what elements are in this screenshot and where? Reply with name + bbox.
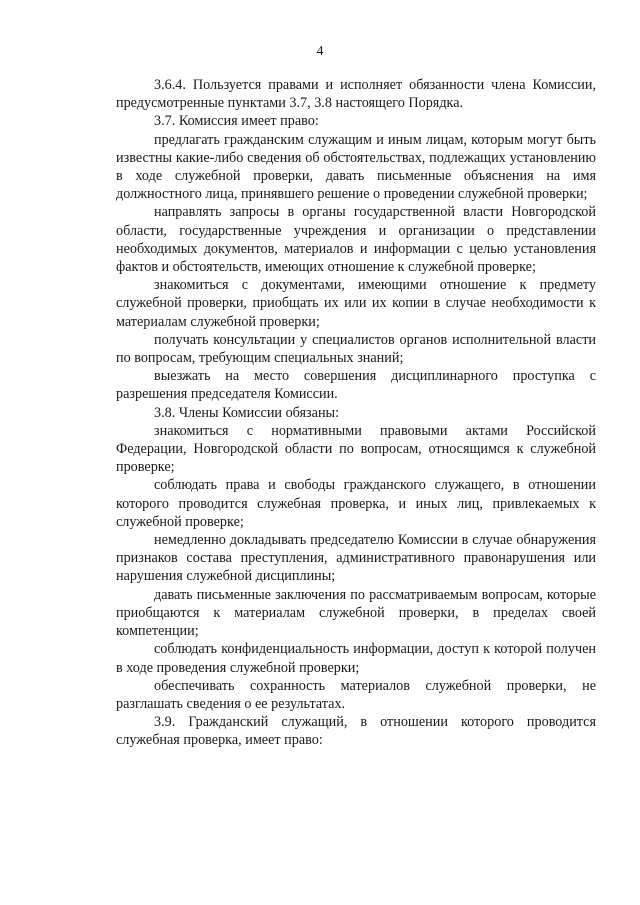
paragraph-right-offer-explanations: предлагать гражданским служащим и иным лицам, которым могут быть известны какие-либо сведения об обстоятельствах, подлежащих установлению в ходе служебной проверки, давать письменные объяснения на имя должностного лица, принявшего решение о проведении служебной проверки; — [116, 131, 596, 203]
paragraph-duty-confidentiality: соблюдать конфиденциальность информации, доступ к которой получен в ходе проведения служебной проверки; — [116, 641, 596, 676]
paragraph-duty-respect-rights: соблюдать права и свободы гражданского служащего, в отношении которого проводится служебная проверка, и иных лиц, привлекаемых к служебной проверке; — [116, 477, 596, 530]
paragraph-right-site-visit: выезжать на место совершения дисциплинарного проступка с разрешения председателя Комиссии. — [116, 368, 596, 403]
page-number: 4 — [316, 44, 324, 59]
paragraph-3-9-heading: 3.9. Гражданский служащий, в отношении которого проводится служебная проверка, имеет право: — [116, 714, 596, 749]
paragraph-right-consultations: получать консультации у специалистов органов исполнительной власти по вопросам, требующим специальных знаний; — [116, 331, 596, 367]
paragraph-duty-report-violations: немедленно докладывать председателю Комиссии в случае обнаружения признаков состава преступления, административного правонарушения или нарушения служебной дисциплины; — [116, 532, 596, 585]
paragraph-right-send-requests: направлять запросы в органы государственной власти Новгородской области, государственные учреждения и организации о представлении необходимых документов, материалов и информации с целью установления фактов и обстоятельств, имеющих отношение к служебной проверке; — [116, 204, 596, 276]
paragraph-duty-preserve-materials: обеспечивать сохранность материалов служебной проверки, не разглашать сведения о ее результатах. — [116, 677, 596, 712]
paragraph-duty-written-conclusions: давать письменные заключения по рассматриваемым вопросам, которые приобщаются к материалам служебной проверки, в пределах своей компетенции; — [116, 586, 596, 640]
paragraph-3-8-heading: 3.8. Члены Комиссии обязаны: — [154, 404, 340, 421]
paragraph-duty-review-acts: знакомиться с нормативными правовыми актами Российской Федерации, Новгородской области по вопросам, относящимся к служебной проверке; — [116, 422, 596, 476]
paragraph-right-review-documents: знакомиться с документами, имеющими отношение к предмету служебной проверки, приобщать их или их копии в случае необходимости к материалам служебной проверки; — [116, 277, 596, 330]
paragraph-3-7-heading: 3.7. Комиссия имеет право: — [154, 113, 319, 130]
paragraph-3-6-4: 3.6.4. Пользуется правами и исполняет обязанности члена Комиссии, предусмотренные пунктами 3.7, 3.8 настоящего Порядка. — [116, 77, 596, 112]
document-body — [116, 76, 596, 750]
